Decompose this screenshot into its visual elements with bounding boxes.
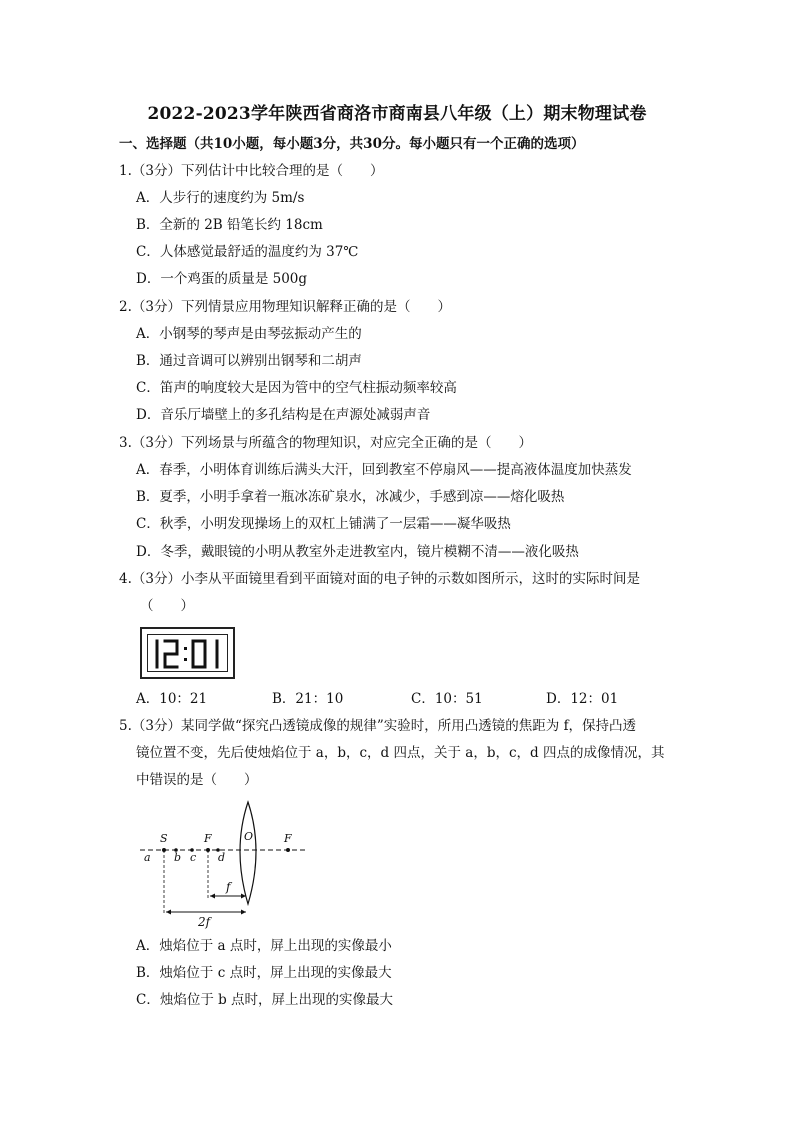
label-o: O	[244, 830, 254, 843]
question-3-option-c[interactable]: C．秋季，小明发现操场上的双杠上铺满了一层霜——凝华吸热	[136, 516, 511, 532]
question-5-stem-line2: 镜位置不变，先后使烛焰位于 a，b，c，d 四点，关于 a，b，c，d 四点的成像情况，其	[136, 745, 665, 761]
question-2-stem: 2.（3分）下列情景应用物理知识解释正确的是（ ）	[119, 299, 451, 315]
question-5-option-c[interactable]: C．烛焰位于 b 点时，屏上出现的实像最大	[136, 992, 394, 1008]
question-2-option-c[interactable]: C．笛声的响度较大是因为管中的空气柱振动频率较高	[136, 380, 457, 396]
label-2f: 2f	[198, 915, 211, 929]
digital-clock-figure	[140, 627, 235, 679]
label-f-left: F	[204, 832, 212, 845]
clock-digits-text	[142, 629, 143, 630]
question-5-stem-line1: 5.（3分）某同学做“探究凸透镜成像的规律”实验时，所用凸透镜的焦距为 f，保持凸透	[119, 718, 637, 734]
convex-lens	[240, 802, 256, 904]
question-2-option-a[interactable]: A．小钢琴的琴声是由琴弦振动产生的	[136, 326, 362, 342]
label-f: f	[226, 880, 231, 894]
point-f-right	[286, 848, 290, 852]
question-3-stem: 3.（3分）下列场景与所蕴含的物理知识，对应完全正确的是（ ）	[119, 435, 532, 451]
clock-digits-graphic	[149, 637, 227, 671]
question-4-stem-line2: （ ）	[140, 598, 194, 614]
label-c: c	[190, 851, 197, 864]
question-5-option-b[interactable]: B．烛焰位于 c 点时，屏上出现的实像最大	[136, 965, 392, 981]
question-5-option-a[interactable]: A．烛焰位于 a 点时，屏上出现的实像最小	[136, 938, 392, 954]
label-b: b	[174, 851, 182, 864]
question-5-stem-line3: 中错误的是（ ）	[136, 772, 258, 788]
question-2-option-b[interactable]: B．通过音调可以辨别出钢琴和二胡声	[136, 353, 362, 369]
label-s: S	[160, 832, 168, 845]
question-4-option-a[interactable]: A．10：21	[136, 691, 208, 707]
question-4-stem-line1: 4.（3分）小李从平面镜里看到平面镜对面的电子钟的示数如图所示，这时的实际时间是	[119, 571, 640, 587]
question-1-stem: 1.（3分）下列估计中比较合理的是（ ）	[119, 163, 384, 179]
convex-lens-figure	[138, 800, 313, 930]
label-d: d	[218, 851, 226, 864]
question-1-option-c[interactable]: C．人体感觉最舒适的温度约为 37℃	[136, 244, 359, 260]
question-3-option-b[interactable]: B．夏季，小明手拿着一瓶冰冻矿泉水，冰减少，手感到凉——熔化吸热	[136, 489, 565, 505]
question-3-option-a[interactable]: A．春季，小明体育训练后满头大汗，回到教室不停扇风——提高液体温度加快蒸发	[136, 462, 632, 478]
label-f-right: F	[284, 832, 292, 845]
question-1-option-b[interactable]: B．全新的 2B 铅笔长约 18cm	[136, 217, 323, 233]
section-heading: 一、选择题（共10小题，每小题3分，共30分。每小题只有一个正确的选项）	[119, 136, 585, 152]
label-a: a	[144, 851, 151, 864]
question-4-option-c[interactable]: C．10：51	[411, 691, 483, 707]
question-1-option-d[interactable]: D．一个鸡蛋的质量是 500g	[136, 271, 308, 287]
question-2-option-d[interactable]: D．音乐厅墙壁上的多孔结构是在声源处减弱声音	[136, 407, 431, 423]
question-3-option-d[interactable]: D．冬季，戴眼镜的小明从教室外走进教室内，镜片模糊不清——液化吸热	[136, 544, 579, 560]
question-1-option-a[interactable]: A．人步行的速度约为 5m/s	[136, 190, 305, 206]
question-4-option-b[interactable]: B．21：10	[272, 691, 344, 707]
page-title: 2022-2023学年陕西省商洛市商南县八年级（上）期末物理试卷	[147, 104, 647, 124]
question-4-option-d[interactable]: D．12：01	[546, 691, 619, 707]
